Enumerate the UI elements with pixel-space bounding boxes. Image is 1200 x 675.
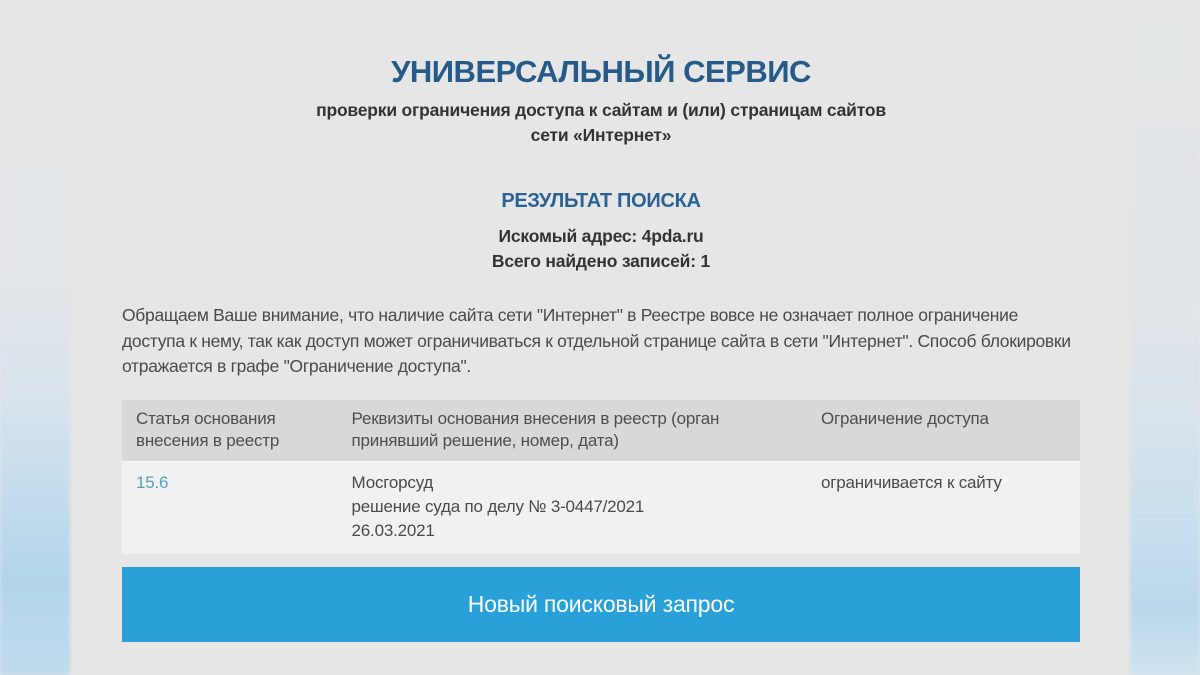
registry-table-header bbox=[122, 400, 1080, 462]
records-found-line bbox=[122, 249, 1080, 274]
article-cell bbox=[122, 461, 338, 554]
article-link[interactable]: 15.6 bbox=[136, 472, 169, 492]
search-meta bbox=[122, 224, 1080, 274]
header-cell-restriction: Ограничение доступа bbox=[807, 400, 1080, 462]
page-title: УНИВЕРСАЛЬНЫЙ СЕРВИС bbox=[391, 54, 811, 89]
right-blur-decoration bbox=[1130, 0, 1200, 675]
searched-address-line bbox=[122, 224, 1080, 249]
page-subtitle-line1: проверки ограничения доступа к сайтам и (или) страницам сайтов bbox=[316, 100, 886, 120]
header-cell-requisites: Реквизиты основания внесения в реестр (орган принявший решение, номер, дата) bbox=[338, 400, 807, 462]
registry-notice-text: Обращаем Ваше внимание, что наличие сайта сети "Интернет" в Реестре вовсе не означает полное ограничение доступа к нему, так как доступ может ограничиваться к отдельной странице сайта в сети "Интернет". Способ блокировки отражается в графе "Ограничение доступа". bbox=[122, 305, 1071, 376]
searched-address-value: 4pda.ru bbox=[641, 226, 704, 246]
records-found-label: Всего найдено записей: bbox=[491, 251, 696, 271]
searched-address-label: Искомый адрес: bbox=[498, 226, 638, 246]
requisites-date: 26.03.2021 bbox=[351, 520, 435, 540]
requisites-cell bbox=[338, 461, 807, 554]
header-cell-article: Статья основания внесения в реестр bbox=[122, 400, 338, 462]
page-subtitle bbox=[122, 98, 1080, 148]
page-subtitle-line2: сети «Интернет» bbox=[530, 125, 672, 145]
new-search-button[interactable]: Новый поисковый запрос bbox=[122, 567, 1080, 642]
left-blur-decoration bbox=[0, 0, 70, 675]
requisites-authority: Мосгорсуд bbox=[351, 472, 434, 492]
table-row bbox=[122, 461, 1080, 554]
records-found-count: 1 bbox=[700, 251, 711, 271]
main-content bbox=[122, 0, 1080, 642]
restriction-cell: ограничивается к сайту bbox=[807, 461, 1080, 554]
registry-table bbox=[122, 400, 1080, 554]
requisites-decision: решение суда по делу № 3-0447/2021 bbox=[351, 496, 645, 516]
results-heading: РЕЗУЛЬТАТ ПОИСКА bbox=[501, 190, 701, 212]
